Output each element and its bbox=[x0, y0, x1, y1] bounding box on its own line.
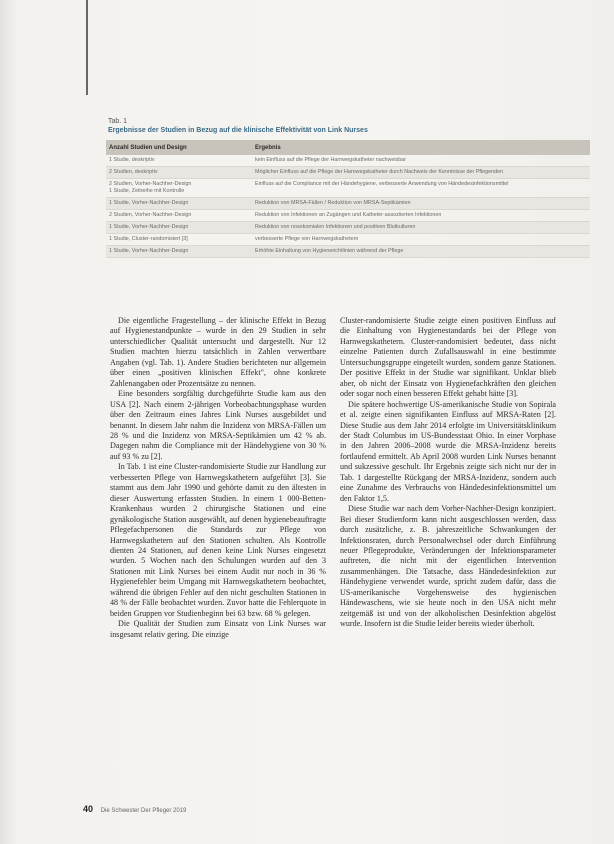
table-row bbox=[106, 222, 590, 234]
table-caption: Ergebnisse der Studien in Bezug auf die klinische Effektivität von Link Nurses bbox=[108, 127, 368, 134]
table-cell-design: 2 Studien, Vorher-Nachher-Design 1 Studie, Zeitreihe mit Kontrolle bbox=[106, 179, 252, 198]
journal-name: Die Schwester Der Pfleger 2019 bbox=[100, 808, 187, 814]
paragraph: Eine besonders sorgfältig durchgeführte Studie kam aus den USA [2]. Nach einem 2-jährigen Vorbeobachtungsphase wurden über den Zeitraum eines Jahres Link Nurses ausgebildet und benannt. In diesem Jahr nahm die Inzidenz von MRSA-Fällen um 28 % und die Inzidenz von MRSA-Septikämien um 42 % ab. Dagegen nahm die Compliance mit der Händehygiene von 30 % auf 93 % zu [2]. bbox=[110, 389, 326, 461]
table-cell-result: Reduktion von nosokomialen Infektionen und positiven Blutkulturen bbox=[252, 222, 590, 234]
table-cell-result: kein Einfluss auf die Pflege der Harnwegskatheter nachweisbar bbox=[252, 155, 590, 167]
table-cell-design: 2 Studien, Vorher-Nachher-Design bbox=[106, 210, 252, 222]
table-row bbox=[106, 198, 590, 210]
fold-line bbox=[86, 0, 88, 95]
table-row bbox=[106, 167, 590, 179]
table-header-result: Ergebnis bbox=[252, 140, 590, 155]
table-row bbox=[106, 210, 590, 222]
paragraph: Die Qualität der Studien zum Einsatz von Link Nurses war insgesamt relativ gering. Die einzige bbox=[110, 619, 326, 639]
table-cell-design: 1 Studie, Cluster-randomisiert [3] bbox=[106, 234, 252, 246]
table-cell-result: Reduktion von MRSA-Fällen / Reduktion von MRSA-Septikämien bbox=[252, 198, 590, 210]
table-cell-design: 1 Studie, deskriptiv bbox=[106, 155, 252, 167]
page-number: 40 bbox=[83, 804, 94, 814]
table-cell-result: Möglicher Einfluss auf die Pflege der Harnwegskatheter durch Nachweis der Kenntnisse der Pflegenden bbox=[252, 167, 590, 179]
paragraph: Diese Studie war nach dem Vorher-Nachher-Design konzipiert. Bei dieser Studienform kann nicht ausgeschlossen werden, dass durch zusätzliche, z. B. jahreszeitliche Schwankungen der Infektionsraten, durch Personalwechsel oder durch Einführung neuer Pflegeprodukte, Veränderungen der Infektionsparameter auftreten, die nicht mit der eigentlichen Intervention zusammenhängen. Die Tatsache, dass Händedesinfektion zur Händehygiene verwendet wurde, spricht zudem dafür, dass die US-amerikanische Vorgehensweise des hygienischen Händewaschens, wie sie heute noch in den USA nicht mehr zeitgemäß ist und von der alkoholischen Desinfektion abgelöst wurde. Insofern ist die Studie leider bereits wieder überholt. bbox=[340, 504, 556, 629]
table-label: Tab. 1 bbox=[108, 118, 128, 125]
table-row bbox=[106, 234, 590, 246]
table-row bbox=[106, 246, 590, 258]
table-row bbox=[106, 179, 590, 198]
table-cell-result: Reduktion von Infektionen an Zugängen und Katheter-assoziierten Infektionen bbox=[252, 210, 590, 222]
table-cell-design: 1 Studie, Vorher-Nachher-Design bbox=[106, 222, 252, 234]
paragraph: Cluster-randomisierte Studie zeigte einen positiven Einfluss auf die Einhaltung von Hygienestandards bei der Pflege von Harnwegskathetern. Cluster-randomisiert bedeutet, dass nicht einzelne Patienten durch Zufallsauswahl in eine bestimmte Untersuchungsgruppe eingeteilt wurden, sondern ganze Stationen. Der positive Effekt in der Studie war signifikant. Unklar blieb aber, ob nicht der Einsatz von Hygienefachkräften den gleichen oder sogar noch einen besseren Effekt gehabt hätte [3]. bbox=[340, 316, 556, 399]
body-column-right bbox=[340, 316, 556, 630]
table-cell-design: 1 Studie, Vorher-Nachher-Design bbox=[106, 246, 252, 258]
body-column-left bbox=[110, 316, 326, 640]
table-cell-result: Einfluss auf die Compliance mit der Händehygiene, verbesserte Anwendung von Händedesinfektionsmittel bbox=[252, 179, 590, 198]
paragraph: Die spätere hochwertige US-amerikanische Studie von Sopirala et al. zeigte einen signifikanten Einfluss auf MRSA-Raten [2]. Diese Studie aus dem Jahr 2014 erfolgte im Universitätsklinikum der Stadt Columbus im US-Bundesstaat Ohio. In einer Vorphase in den Jahren 2006–2008 wurde die MRSA-Inzidenz bereits fortlaufend ermittelt. Ab April 2008 wurden Link Nurses benannt und sukzessive geschult. Ihr Ergebnis zeigte sich nicht nur der in Tab. 1 dargestellte Rückgang der MRSA-Inzidenz, sondern auch eine Zunahme des Verbrauchs von Händedesinfektionsmittel um den Faktor 1,5. bbox=[340, 399, 556, 503]
table-cell-result: Erhöhte Einhaltung von Hygienerichtlinien während der Pflege bbox=[252, 246, 590, 258]
paragraph: In Tab. 1 ist eine Cluster-randomisierte Studie zur Handlung zur verbesserten Pflege von Harnwegskathetern aufgeführt [3]. Sie stammt aus dem Jahr 1990 und gehörte damit zu den ältesten in dieser Auswertung erfassten Studien. In einem 1 000-Betten-Krankenhaus wurden 2 chirurgische Stationen und eine gynäkologische Station ausgewählt, auf denen hygienebeauftragte Pflegefachpersonen die Standards zur Pflege von Harnwegskathetern auf den Stationen schulten. Als Kontrolle dienten 24 Stationen, auf denen keine Link Nurses eingesetzt wurden. 5 Wochen nach den Schulungen wurden auf den 3 Stationen mit Link Nurses bei einem Audit nur noch in 36 % Hygienefehler beim Umgang mit Harnwegskathetern beobachtet, während die übrigen Fehler auf den nicht geschulten Stationen in 48 % der Fälle beobachtet wurden. Zuvor hatte die Fehlerquote in beiden Gruppen vor Studienbeginn bei 63 bzw. 68 % gelegen. bbox=[110, 462, 326, 618]
table-row bbox=[106, 155, 590, 167]
table-header-design: Anzahl Studien und Design bbox=[106, 140, 252, 155]
paragraph: Die eigentliche Fragestellung – der klinische Effekt in Bezug auf Hygienestandpunkte – wurde in den 29 Studien in sehr unterschiedlicher Qualität untersucht und dargestellt. Nur 12 Studien machten hierzu tatsächlich in Zahlen verwertbare Angaben (vgl. Tab. 1). Andere Studien berichteten nur allgemein über einen „positiven klinischen Effekt", ohne konkrete Zahlenangaben oder Prozentsätze zu nennen. bbox=[110, 316, 326, 388]
page-footer bbox=[83, 804, 186, 814]
table-cell-design: 1 Studie, Vorher-Nachher-Design bbox=[106, 198, 252, 210]
results-table bbox=[106, 140, 590, 258]
table-cell-result: verbesserte Pflege von Harnwegskathetern bbox=[252, 234, 590, 246]
table-cell-design: 2 Studien, deskriptiv bbox=[106, 167, 252, 179]
